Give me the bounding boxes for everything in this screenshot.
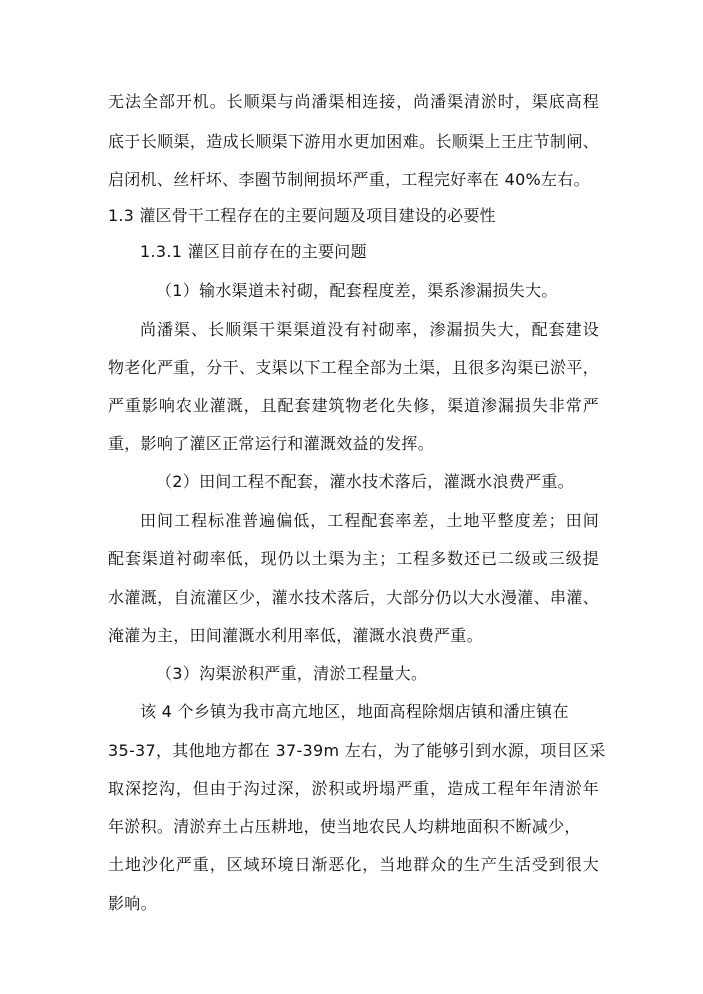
body-text-line: 水灌溉，自流灌区少，灌水技术落后，大部分仍以大水漫灌、串灌、	[108, 588, 599, 607]
body-text-line: 该 4 个乡镇为我市高亢地区，地面高程除烟店镇和潘庄镇在	[140, 702, 569, 721]
body-text-line: 土地沙化严重，区域环境日渐恶化，当地群众的生产生活受到很大	[108, 855, 599, 874]
body-text-line: 影响。	[108, 894, 157, 913]
body-text-line: 35-37，其他地方都在 37-39m 左右，为了能够引到水源，项目区采	[108, 741, 606, 760]
body-text-line: 淹灌为主，田间灌溉水利用率低，灌溉水浪费严重。	[108, 626, 483, 645]
section-heading: 1.3 灌区骨干工程存在的主要问题及项目建设的必要性	[108, 206, 496, 225]
body-text-line: 尚潘渠、长顺渠干渠渠道没有衬砌率，渗漏损失大，配套建设	[140, 320, 599, 339]
subsection-heading: 1.3.1 灌区目前存在的主要问题	[140, 242, 367, 261]
body-text-line: 重，影响了灌区正常运行和灌溉效益的发挥。	[108, 434, 435, 453]
body-text-line: 严重影响农业灌溉，且配套建筑物老化失修，渠道渗漏损失非常严	[108, 396, 599, 415]
body-text-line: 底于长顺渠，造成长顺渠下游用水更加困难。长顺渠上王庄节制闸、	[108, 132, 599, 151]
item-heading: （2）田间工程不配套，灌水技术落后，灌溉水浪费严重。	[156, 472, 574, 491]
body-text-line: 年淤积。清淤弃土占压耕地，使当地农民人均耕地面积不断减少，	[108, 817, 581, 836]
body-text-line: 启闭机、丝杆坏、李圈节制闸损坏严重，工程完好率在 40%左右。	[108, 170, 590, 189]
body-text-line: 田间工程标准普遍偏低，工程配套率差，土地平整度差；田间	[140, 511, 599, 530]
body-text-line: 物老化严重，分干、支渠以下工程全部为土渠，且很多沟渠已淤平，	[108, 358, 599, 377]
body-text-line: 配套渠道衬砌率低，现仍以土渠为主；工程多数还已二级或三级提	[108, 549, 599, 568]
item-heading: （3）沟渠淤积严重，清淤工程量大。	[156, 664, 428, 683]
body-text-line: 取深挖沟，但由于沟过深，淤积或坍塌严重，造成工程年年清淤年	[108, 779, 599, 798]
item-heading: （1）输水渠道未衬砌，配套程度差，渠系渗漏损失大。	[156, 281, 558, 300]
body-text-line: 无法全部开机。长顺渠与尚潘渠相连接，尚潘渠清淤时，渠底高程	[108, 92, 599, 111]
